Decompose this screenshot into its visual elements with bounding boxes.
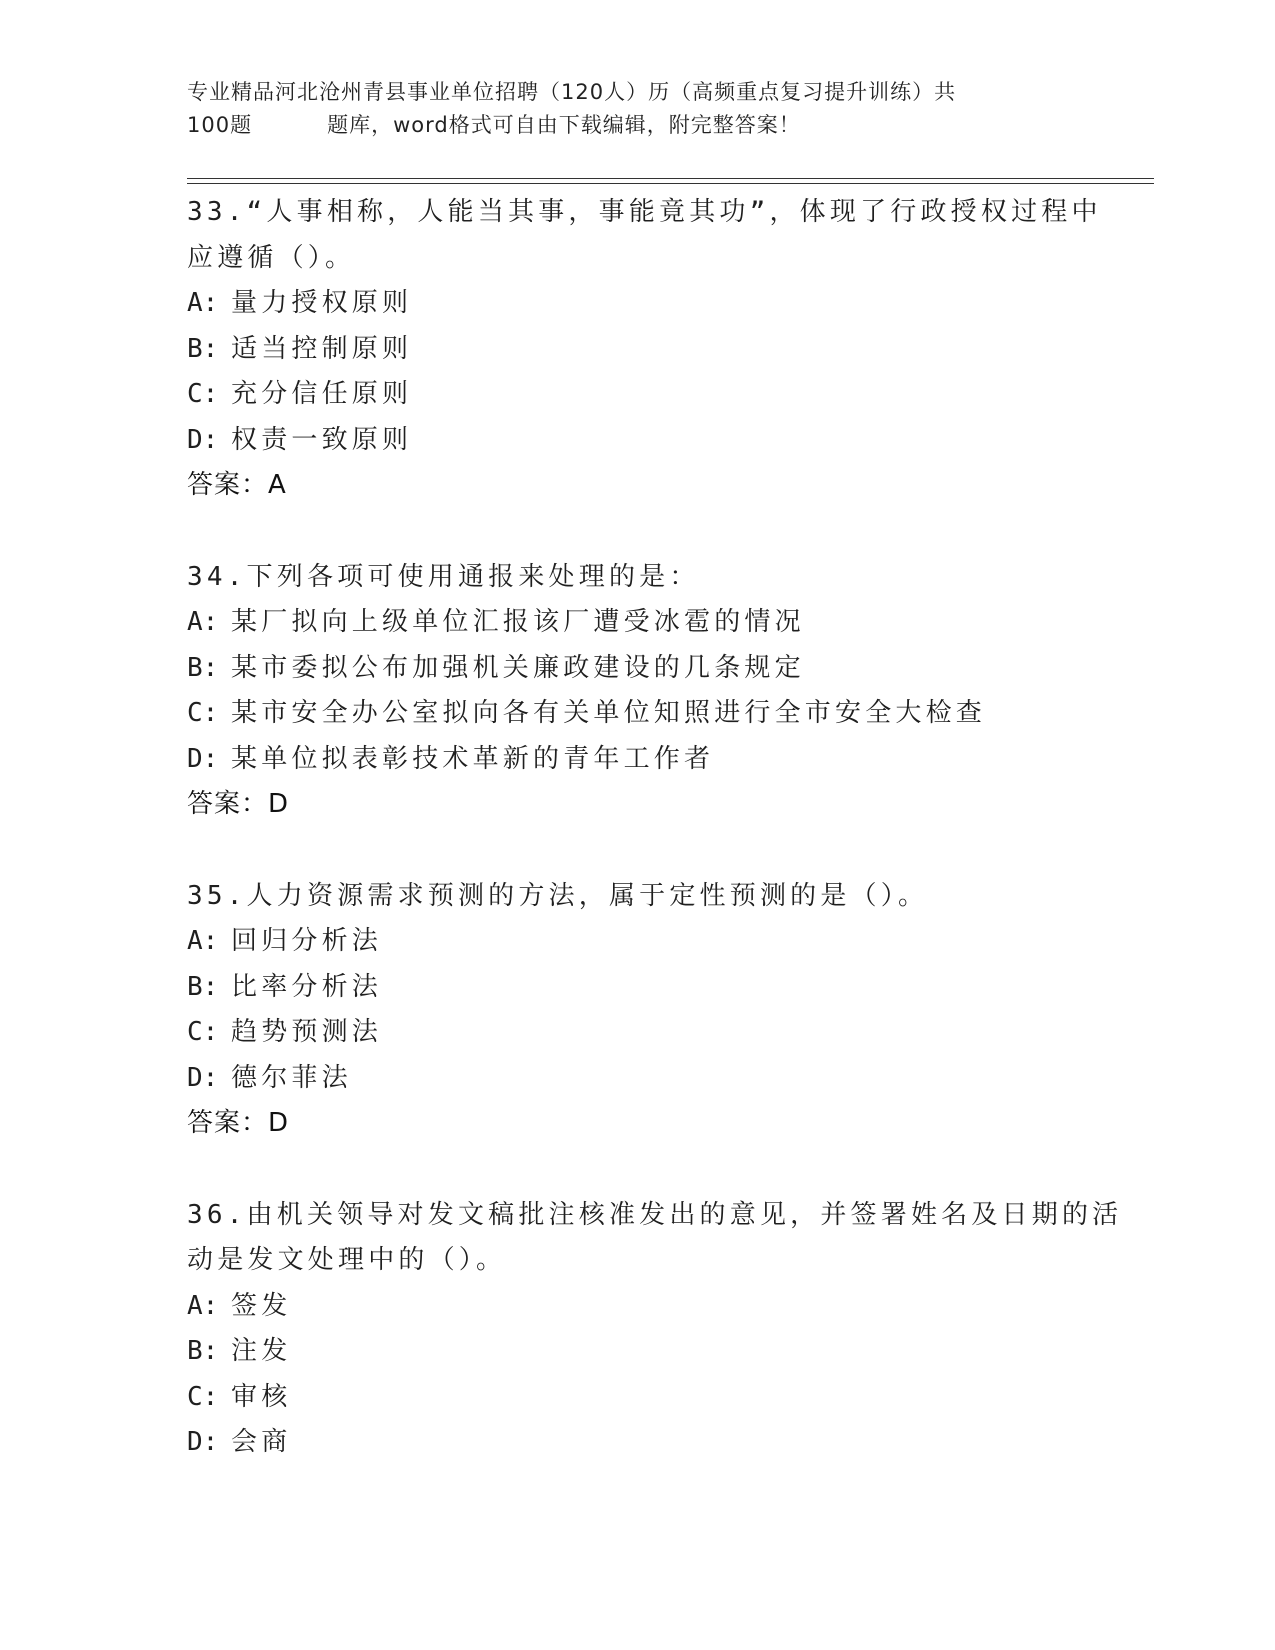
option-text: 签发 bbox=[231, 1290, 292, 1321]
option-label: B: bbox=[187, 333, 219, 364]
option-label: C: bbox=[187, 379, 219, 409]
option-text: 某单位拟表彰技术革新的青年工作者 bbox=[231, 743, 715, 774]
option-d bbox=[187, 1056, 1147, 1102]
answer: 答案：A bbox=[187, 470, 287, 500]
option-b bbox=[187, 1329, 1147, 1375]
question-stem: 36.由机关领导对发文稿批注核准发出的意见，并签署姓名及日期的活 bbox=[187, 1199, 1123, 1230]
question-stem: 35.人力资源需求预测的方法，属于定性预测的是（）。 bbox=[187, 880, 929, 911]
option-label: A: bbox=[187, 926, 219, 956]
answer: 答案：D bbox=[187, 789, 290, 819]
option-a bbox=[187, 919, 1147, 965]
option-text: 充分信任原则 bbox=[231, 379, 413, 409]
option-label: A: bbox=[187, 1290, 219, 1321]
option-d bbox=[187, 1420, 1147, 1466]
option-label: D: bbox=[187, 1062, 219, 1093]
header-description: 题库，word格式可自由下载编辑，附完整答案！ bbox=[327, 113, 801, 137]
header-title-line2 bbox=[187, 109, 1087, 142]
option-text: 比率分析法 bbox=[231, 971, 383, 1002]
option-label: A: bbox=[187, 607, 219, 637]
option-label: B: bbox=[187, 1336, 219, 1366]
option-text: 某市安全办公室拟向各有关单位知照进行全市安全大检查 bbox=[231, 698, 987, 728]
option-c bbox=[187, 372, 1147, 418]
option-text: 回归分析法 bbox=[231, 926, 383, 956]
option-text: 注发 bbox=[231, 1336, 292, 1366]
option-label: B: bbox=[187, 971, 219, 1002]
option-text: 审核 bbox=[231, 1381, 292, 1412]
option-d bbox=[187, 737, 1147, 783]
question-list bbox=[187, 190, 1147, 1466]
option-label: C: bbox=[187, 1017, 219, 1047]
option-label: D: bbox=[187, 743, 219, 774]
question-item bbox=[187, 874, 1147, 1147]
option-b bbox=[187, 965, 1147, 1011]
option-label: D: bbox=[187, 1427, 219, 1457]
question-stem: 33.“人事相称，人能当其事，事能竟其功”，体现了行政授权过程中 bbox=[187, 197, 1102, 227]
document-header bbox=[187, 76, 1087, 142]
option-text: 趋势预测法 bbox=[231, 1017, 383, 1047]
option-text: 会商 bbox=[231, 1427, 292, 1457]
option-b bbox=[187, 646, 1147, 692]
option-c bbox=[187, 691, 1147, 737]
option-text: 量力授权原则 bbox=[231, 288, 413, 318]
option-text: 某市委拟公布加强机关廉政建设的几条规定 bbox=[231, 652, 805, 683]
option-c bbox=[187, 1375, 1147, 1421]
question-stem-continued: 应遵循（）。 bbox=[187, 242, 356, 273]
option-label: D: bbox=[187, 424, 219, 455]
question-item bbox=[187, 1193, 1147, 1466]
question-item bbox=[187, 555, 1147, 828]
option-d bbox=[187, 418, 1147, 464]
question-stem-continued: 动是发文处理中的（）。 bbox=[187, 1245, 507, 1275]
option-a bbox=[187, 1284, 1147, 1330]
option-text: 某厂拟向上级单位汇报该厂遭受冰雹的情况 bbox=[231, 607, 805, 637]
option-label: C: bbox=[187, 1381, 219, 1412]
option-a bbox=[187, 281, 1147, 327]
question-stem: 34.下列各项可使用通报来处理的是： bbox=[187, 561, 700, 592]
option-b bbox=[187, 327, 1147, 373]
option-text: 适当控制原则 bbox=[231, 333, 413, 364]
header-title-line1: 专业精品河北沧州青县事业单位招聘（120人）历（高频重点复习提升训练）共 bbox=[187, 80, 957, 104]
option-label: A: bbox=[187, 288, 219, 318]
header-divider-bottom bbox=[187, 183, 1154, 184]
answer: 答案：D bbox=[187, 1108, 290, 1138]
option-text: 德尔菲法 bbox=[231, 1062, 352, 1093]
header-divider-top bbox=[187, 178, 1154, 179]
option-label: C: bbox=[187, 698, 219, 728]
option-label: B: bbox=[187, 652, 219, 683]
header-question-count: 100题 bbox=[187, 113, 253, 137]
option-text: 权责一致原则 bbox=[231, 424, 413, 455]
option-a bbox=[187, 600, 1147, 646]
question-item bbox=[187, 190, 1147, 509]
option-c bbox=[187, 1010, 1147, 1056]
